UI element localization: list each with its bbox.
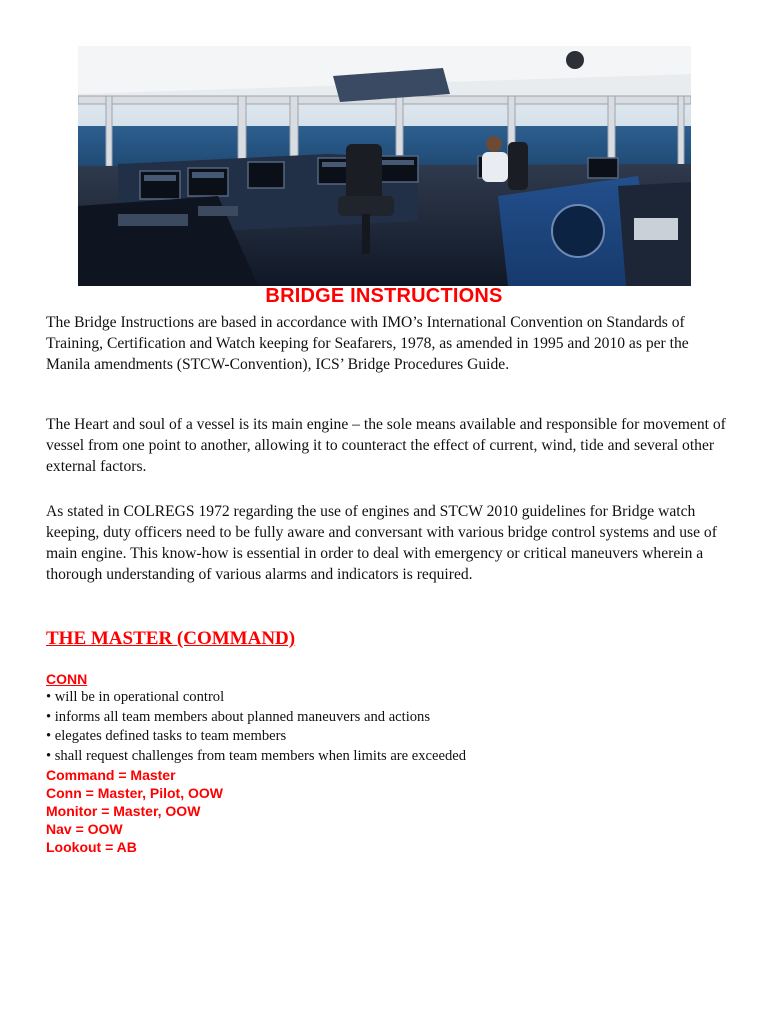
- conn-bullet-list: [46, 688, 466, 766]
- role-conn: Conn = Master, Pilot, OOW: [46, 785, 223, 801]
- bullet-item: • elegates defined tasks to team members: [46, 728, 287, 744]
- bridge-photo: [78, 46, 691, 286]
- role-monitor: Monitor = Master, OOW: [46, 803, 201, 819]
- bullet-item: • will be in operational control: [46, 689, 225, 705]
- role-lookout: Lookout = AB: [46, 839, 137, 855]
- bullet-item: • shall request challenges from team members when limits are exceeded: [46, 747, 467, 764]
- intro-paragraph: The Bridge Instructions are based in accordance with IMO’s International Convention on Standards of Training, Certification and Watch keeping for Seafarers, 1978, as amended in 1995 and 2010 as per the Manila amendments (STCW-Convention), ICS’ Bridge Procedures Guide.: [46, 314, 689, 373]
- engine-paragraph: The Heart and soul of a vessel is its main engine – the sole means available and responsible for movement of vessel from one point to another, allowing it to counteract the effect of current, wind, tide and several other external factors.: [46, 416, 726, 475]
- subheading-conn: CONN: [46, 671, 88, 687]
- page-title: BRIDGE INSTRUCTIONS: [265, 285, 503, 307]
- section-heading-master: THE MASTER (COMMAND): [46, 628, 296, 649]
- role-nav: Nav = OOW: [46, 821, 123, 837]
- role-command: Command = Master: [46, 767, 176, 783]
- colregs-paragraph: As stated in COLREGS 1972 regarding the use of engines and STCW 2010 guidelines for Bridge watch keeping, duty officers need to be fully aware and conversant with various bridge control systems and use of main engine. This know-how is essential in order to deal with emergency or critical maneuvers wherein a thorough understanding of various alarms and indicators is required.: [46, 503, 717, 583]
- roles-list: [46, 766, 223, 856]
- bullet-item: • informs all team members about planned maneuvers and actions: [46, 708, 431, 725]
